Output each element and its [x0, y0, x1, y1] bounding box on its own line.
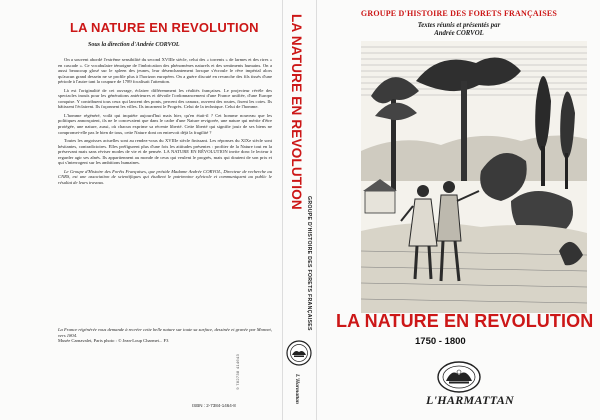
engraving-illustration — [361, 41, 587, 313]
caption-text: La France régénérée vous demande à recréer cette belle nature sur toute sa surface, dessinée et gravée par Monnet, vers 1804. — [58, 327, 272, 338]
paragraph: Toutes les angoisses actuelles sont au rendez-vous du XVIIIe siècle finissant. Les réponses du XIXe siècle sont hésitantes, contradictoires. Elles préfigurent plus d'une fois les attitudes présentes : profiter de la Nature tout en la préservant mais sans réviser modes de vie et de pensée. LA NATURE EN RÉVOLUTION invite donc le lecteur à regarder agir ses aînés. Ils appartiennent au monde de ceux qui veulent le progrès, mais qui doutent de son prix et qui s'interrogent sur les ambitions humaines. — [58, 138, 272, 166]
paragraph: On a souvent abordé l'extrême sensibilité du second XVIIIe siècle, celui des « torrents » de larmes et des rires « en cascade ». Ce vocabulaire témoigne de l'imbrication des phénomènes naturels et des sentiments humains. On a aussi beaucoup glosé sur le spleen des jeunes, leur désenchantement lorsque s'écroule le rêve impérial alors qu'aucun grand dessein ne se profile plus à l'horizon européen. On a guère discuté en revanche des fils tissés d'une période à l'autre tant la coupure de 1789 focalisait l'attention. — [58, 57, 272, 85]
back-cover-text — [58, 57, 272, 188]
publisher-logo-icon — [286, 340, 312, 366]
publisher-logo-icon — [436, 360, 482, 394]
front-publisher: L'HARMATTAN — [426, 393, 514, 407]
group-note: Le Groupe d'Histoire des Forêts Françaises, que préside Madame Andrée CORVOL, Directeur de recherche au CNRS, est une association de scientifiques qui étudient le patrimoine sylvicole et communiquent au public le résultat de leurs travaux. — [58, 168, 272, 185]
spine-title: LA NATURE EN REVOLUTION — [289, 14, 304, 210]
back-cover-subtitle: Sous la direction d'Andrée CORVOL — [88, 42, 180, 48]
spine-publisher: L'Harmattan — [294, 374, 300, 404]
editor-line: Textes réunis et présentés par — [417, 22, 501, 29]
editor-name: Andrée CORVOL — [434, 30, 484, 37]
period-dates: 1750 - 1800 — [415, 336, 466, 347]
back-cover-title: LA NATURE EN REVOLUTION — [70, 20, 259, 35]
spine-group-name: GROUPE D'HISTOIRE DES FORETS FRANÇAISES — [306, 196, 312, 331]
illustration-caption — [58, 327, 272, 344]
front-group-name: GROUPE D'HISTOIRE DES FORETS FRANÇAISES — [360, 9, 558, 18]
photo-credit: Musée Carnavalet, Paris photo : © Jean-Loup Charmet... F3 — [58, 338, 169, 343]
barcode-number: 9 782738 414643 — [235, 354, 240, 390]
paragraph: L'homme régénéré, voilà qui inquiète aujourd'hui mais hier, qu'en était-il ? Cet homme nouveau que les politiques annonçaient, ils ne le concevaient que dans le cadre d'une Nature revigorée, une nature qui mérite d'être protégée, une nature, aussi, où chacun exprime sa récente liberté. Cette liberté qui signifie jouir de ses biens ne compromet-elle pas le bien de tous, cette Nature dont on entrevoit déjà la fragilité ? — [58, 112, 272, 135]
isbn: ISBN : 2-7384-1464-8 — [192, 403, 236, 408]
paragraph: Là est l'originalité de cet ouvrage, éclairer différemment les réalités françaises. Le projecteur révèle des spectacles inouïs pour les générations antérieures et dévoile l'ordonnancement d'une France unifiée, d'une Europe conquise. Y contribuent tous ceux qui lancent des ponts, percent des canaux, ouvrent des routes, fixent les cotes. Ils bâtissent l'éclairent. Ils façonnent les villes. Ils incarnent le Progrès. Celui de la technique. Celui de l'homme. — [58, 87, 272, 110]
front-title: LA NATURE EN REVOLUTION — [336, 311, 594, 331]
